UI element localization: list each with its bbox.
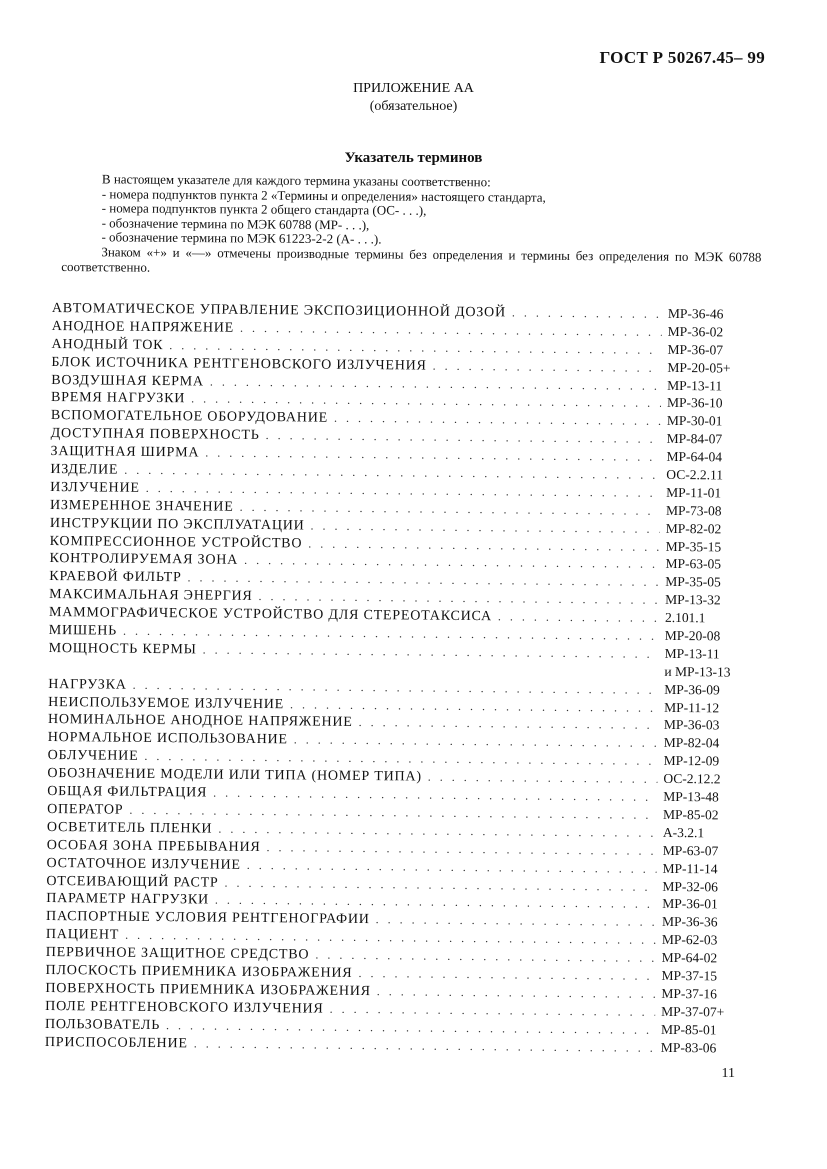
- dot-leader: [498, 609, 659, 626]
- term-name: АНОДНЫЙ ТОК: [51, 336, 164, 353]
- dot-leader: [290, 697, 658, 716]
- dot-leader: [205, 446, 660, 465]
- term-reference: МР-63-05: [665, 556, 722, 572]
- term-reference: МР-13-32: [665, 592, 721, 608]
- term-reference: МР-85-02: [663, 806, 719, 823]
- dot-leader: [194, 1036, 655, 1055]
- dot-leader: [247, 858, 657, 877]
- appendix-note: (обязательное): [369, 99, 458, 114]
- term-index-list: [45, 300, 752, 1058]
- term-reference: МР-84-07: [666, 431, 723, 447]
- term-reference: МР-37-15: [661, 967, 718, 984]
- term-reference: МР-37-07+: [661, 1003, 725, 1020]
- term-reference: МР-82-02: [665, 520, 722, 537]
- term-name: МОЩНОСТЬ КЕРМЫ: [48, 640, 197, 658]
- term-name: ПАРАМЕТР НАГРУЗКИ: [46, 891, 210, 908]
- term-reference: А-3.2.1: [662, 824, 705, 841]
- dot-leader: [428, 770, 658, 787]
- term-reference: МР-36-36: [661, 914, 718, 930]
- term-name: ВСПОМОГАТЕЛЬНОЕ ОБОРУДОВАНИЕ: [50, 408, 329, 426]
- term-reference: МР-73-08: [665, 502, 722, 519]
- term-name: ПОВЕРХНОСТЬ ПРИЕМНИКА ИЗОБРАЖЕНИЯ: [45, 980, 371, 999]
- term-name: КОНТРОЛИРУЕМАЯ ЗОНА: [49, 551, 239, 569]
- term-name: КРАЕВОЙ ФИЛЬТР: [49, 569, 182, 586]
- term-name: ОБЛУЧЕНИЕ: [47, 748, 139, 765]
- dot-leader: [330, 1001, 656, 1019]
- intro-line: - обозначение термина по МЭК 60788 (МР- . . .),: [101, 215, 370, 233]
- term-name: МИШЕНЬ: [48, 623, 118, 639]
- term-reference: МР-85-01: [660, 1021, 717, 1038]
- term-reference: МР-36-02: [667, 323, 724, 340]
- intro-paragraph: Знаком «+» и «—» отмечены производные термины без определения и термины без определения по МЭК 60788 соответственно.: [61, 244, 762, 275]
- dot-leader: [308, 536, 660, 554]
- term-reference: МР-63-07: [662, 842, 719, 859]
- term-reference: МР-13-11: [667, 377, 723, 393]
- intro-line: - номера подпунктов пункта 2 «Термины и определения» настоящего стандарта,: [101, 185, 546, 205]
- term-name: ОБОЗНАЧЕНИЕ МОДЕЛИ ИЛИ ТИПА (НОМЕР ТИПА): [47, 766, 422, 785]
- term-name: НОРМАЛЬНОЕ ИСПОЛЬЗОВАНИЕ: [47, 730, 288, 748]
- term-name: АВТОМАТИЧЕСКОЕ УПРАВЛЕНИЕ ЭКСПОЗИЦИОННОЙ ДОЗОЙ: [51, 300, 506, 321]
- term-name: ОСОБАЯ ЗОНА ПРЕБЫВАНИЯ: [46, 837, 261, 855]
- dot-leader: [359, 715, 658, 733]
- term-name: ОБЩАЯ ФИЛЬТРАЦИЯ: [47, 784, 208, 801]
- term-name: ОПЕРАТОР: [47, 801, 124, 818]
- term-name: ПАСПОРТНЫЕ УСЛОВИЯ РЕНТГЕНОГРАФИИ: [46, 909, 370, 928]
- dot-leader: [311, 518, 660, 536]
- intro-line: - обозначение термина по МЭК 61223-2-2 (А- . . .).: [101, 229, 382, 247]
- term-name: ПЕРВИЧНОЕ ЗАЩИТНОЕ СРЕДСТВО: [45, 945, 310, 963]
- term-name: АНОДНОЕ НАПРЯЖЕНИЕ: [51, 318, 235, 336]
- dot-leader: [512, 305, 662, 321]
- term-name: ПАЦИЕНТ: [45, 927, 120, 943]
- term-reference: МР-36-09: [664, 681, 720, 698]
- appendix-heading: [0, 80, 827, 116]
- intro-line: - номера подпунктов пункта 2 общего стандарта (ОС- . . .),: [101, 200, 427, 219]
- dot-leader: [215, 893, 656, 912]
- term-reference: МР-11-14: [662, 860, 718, 877]
- term-name: ОСТАТОЧНОЕ ИЗЛУЧЕНИЕ: [46, 855, 241, 873]
- dot-leader: [294, 733, 658, 751]
- term-reference: МР-36-07: [667, 341, 724, 358]
- term-name: БЛОК ИСТОЧНИКА РЕНТГЕНОВСКОГО ИЗЛУЧЕНИЯ: [51, 354, 427, 374]
- term-reference: МР-82-04: [663, 735, 720, 751]
- index-title: Указатель терминов: [344, 150, 483, 166]
- dot-leader: [240, 500, 661, 519]
- term-reference: 2.101.1: [664, 610, 706, 626]
- term-reference: МР-83-06: [660, 1039, 717, 1055]
- term-reference: МР-35-15: [665, 538, 722, 555]
- dot-leader: [376, 912, 657, 930]
- term-reference: МР-32-06: [662, 878, 718, 894]
- term-reference: МР-20-05+: [667, 359, 731, 376]
- term-name: ДОСТУПНАЯ ПОВЕРХНОСТЬ: [50, 426, 260, 444]
- term-name: ЗАЩИТНАЯ ШИРМА: [50, 444, 200, 461]
- standard-designation: ГОСТ Р 50267.45– 99: [599, 48, 765, 67]
- term-reference: МР-64-04: [666, 449, 723, 465]
- term-name: НОМИНАЛЬНОЕ АНОДНОЕ НАПРЯЖЕНИЕ: [47, 712, 353, 731]
- term-reference: МР-11-01: [666, 484, 722, 501]
- intro-line: В настоящем указателе для каждого термина указаны соответственно:: [101, 171, 491, 190]
- term-reference: МР-36-46: [667, 305, 724, 322]
- term-name: ИЗМЕРЕННОЕ ЗНАЧЕНИЕ: [49, 497, 234, 515]
- term-name: ПРИСПОСОБЛЕНИЕ: [44, 1034, 188, 1051]
- term-name: ВОЗДУШНАЯ КЕРМА: [51, 372, 204, 390]
- term-reference: МР-20-08: [664, 627, 721, 644]
- dot-leader: [315, 948, 656, 966]
- dot-leader: [358, 966, 655, 984]
- dot-leader: [224, 875, 656, 894]
- appendix-title: ПРИЛОЖЕНИЕ АА: [353, 81, 474, 96]
- term-reference: МР-13-48: [663, 788, 719, 805]
- dot-leader: [266, 428, 661, 447]
- term-name: МАММОГРАФИЧЕСКОЕ УСТРОЙСТВО ДЛЯ СТЕРЕОТАКСИСА: [48, 605, 492, 625]
- dot-leader: [258, 589, 659, 608]
- term-reference: МР-11-12: [664, 699, 720, 716]
- dot-leader: [213, 786, 657, 805]
- term-name: НАГРУЗКА: [48, 676, 127, 693]
- term-reference: и МР-13-13: [664, 663, 731, 680]
- term-reference: МР-62-03: [661, 932, 718, 948]
- term-reference: МР-12-09: [663, 753, 720, 769]
- page-number: 11: [721, 1066, 735, 1081]
- term-reference: МР-64-02: [661, 949, 718, 966]
- term-reference: МР-37-16: [661, 985, 717, 1002]
- term-name: МАКСИМАЛЬНАЯ ЭНЕРГИЯ: [49, 587, 253, 605]
- dot-leader: [334, 411, 661, 429]
- term-name: ПОЛЕ РЕНТГЕНОВСКОГО ИЗЛУЧЕНИЯ: [45, 998, 324, 1017]
- term-reference: МР-36-03: [663, 717, 720, 733]
- term-reference: МР-13-11: [664, 645, 720, 662]
- term-name: ПОЛЬЗОВАТЕЛЬ: [44, 1016, 161, 1033]
- term-name: ПЛОСКОСТЬ ПРИЕМНИКА ИЗОБРАЖЕНИЯ: [45, 962, 353, 981]
- term-reference: МР-35-05: [665, 574, 721, 590]
- term-name: НЕИСПОЛЬЗУЕМОЕ ИЗЛУЧЕНИЕ: [48, 694, 285, 712]
- dot-leader: [266, 840, 656, 859]
- intro-text: [61, 172, 762, 280]
- term-reference: ОС-2.2.11: [666, 466, 724, 483]
- dot-leader: [210, 374, 661, 393]
- term-name: ИЗДЕЛИЕ: [50, 462, 119, 478]
- term-reference: МР-36-10: [666, 395, 723, 411]
- dot-leader: [203, 642, 659, 661]
- term-name: ОСВЕТИТЕЛЬ ПЛЕНКИ: [46, 819, 213, 837]
- dot-leader: [433, 358, 662, 375]
- term-reference: ОС-2.12.2: [663, 771, 721, 787]
- term-reference: МР-36-01: [662, 896, 718, 912]
- term-reference: МР-30-01: [666, 413, 723, 429]
- dot-leader: [244, 553, 660, 572]
- term-name: ОТСЕИВАЮЩИЙ РАСТР: [46, 873, 219, 891]
- dot-leader: [218, 821, 657, 840]
- term-name: ИЗЛУЧЕНИЕ: [50, 479, 140, 496]
- dot-leader: [240, 321, 662, 340]
- term-name: КОМПРЕССИОННОЕ УСТРОЙСТВО: [49, 533, 303, 551]
- dot-leader: [377, 984, 656, 1002]
- term-name: ИНСТРУКЦИИ ПО ЭКСПЛУАТАЦИИ: [49, 515, 305, 534]
- term-name: ВРЕМЯ НАГРУЗКИ: [50, 390, 186, 407]
